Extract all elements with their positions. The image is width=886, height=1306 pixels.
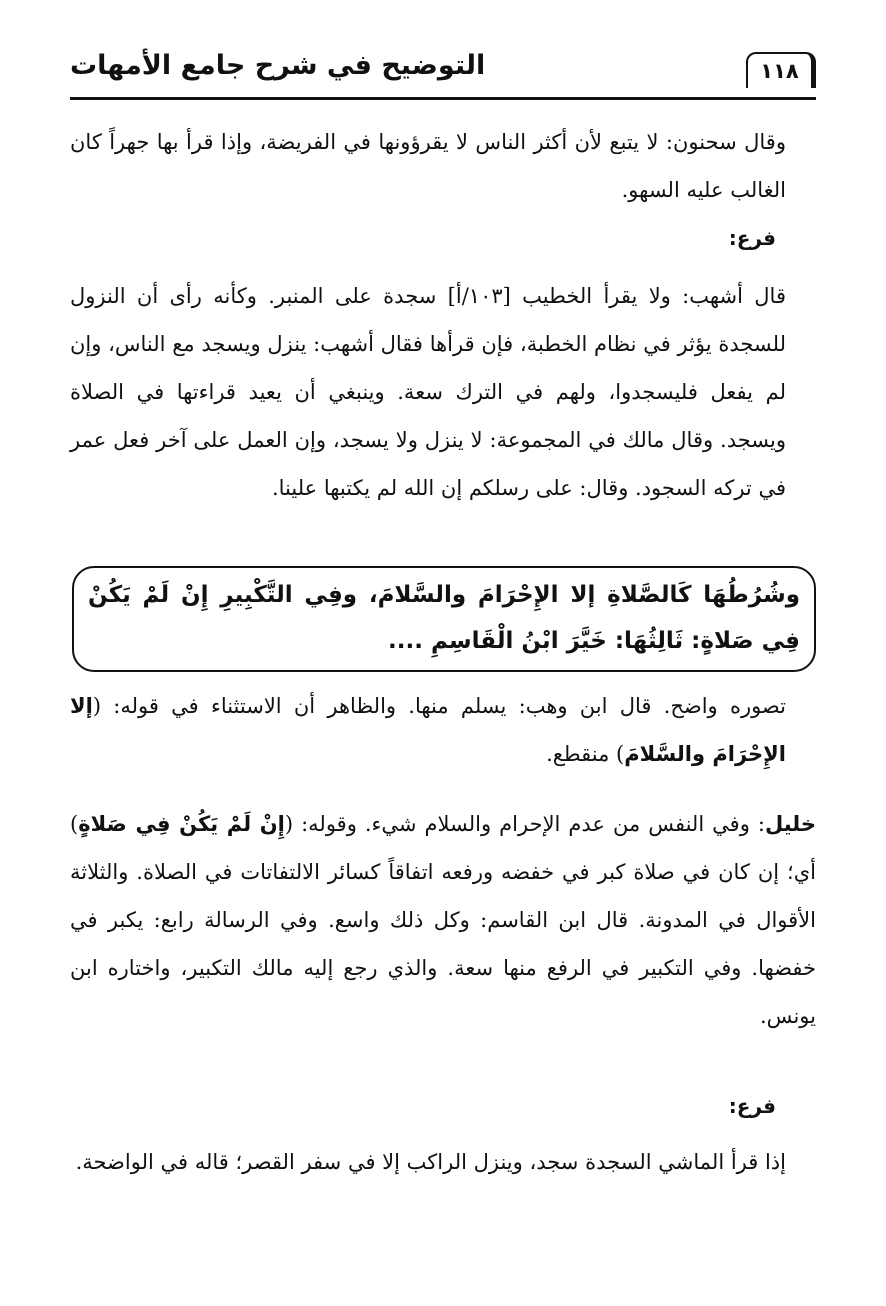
paragraph-ashhab bbox=[70, 272, 816, 512]
text-run: : وفي النفس من عدم الإحرام والسلام شيء. وقوله: ( bbox=[284, 812, 765, 836]
paragraph-sahnun bbox=[70, 118, 816, 214]
page-number: ١١٨ bbox=[746, 52, 816, 88]
paragraph-text: إذا قرأ الماشي السجدة سجد، وينزل الراكب إلا في سفر القصر؛ قاله في الواضحة. bbox=[75, 1150, 786, 1174]
paragraph-text: وقال سحنون: لا يتبع لأن أكثر الناس لا يقرؤونها في الفريضة، وإذا قرأ بها جهراً كان الغالب عليه السهو. bbox=[70, 130, 786, 202]
matn-quote: إلا الإِحْرَامَ والسَّلامَ bbox=[70, 694, 786, 766]
paragraph-text bbox=[70, 682, 816, 778]
running-title: التوضيح في شرح جامع الأمهات bbox=[70, 50, 486, 81]
section-heading-far: فرع: bbox=[728, 1094, 776, 1118]
section-heading-far: فرع: bbox=[728, 226, 776, 250]
paragraph-text: قال أشهب: ولا يقرأ الخطيب [١٠٣/أ] سجدة على المنبر. وكأنه رأى أن النزول للسجدة يؤثر في نظام الخطبة، فإن قرأها فقال أشهب: ينزل ويسجد مع الناس، وإن لم يفعل فليسجدوا، ولهم في الترك سعة. وينبغي أن يعيد قراءتها في الصلاة ويسجد. وقال مالك في المجموعة: لا ينزل ولا يسجد، وإن العمل على آخر فعل عمر في تركه السجود. وقال: على رسلكم إن الله لم يكتبها علينا. bbox=[70, 284, 786, 500]
matn-box bbox=[72, 566, 816, 672]
header-rule bbox=[70, 97, 816, 100]
author-label: خليل bbox=[764, 812, 816, 836]
text-run: ) أي؛ إن كان في صلاة كبر في خفضه ورفعه اتفاقاً كسائر الالتفاتات في الصلاة. والثلاثة الأقوال في المدونة. قال ابن القاسم: وكل ذلك واسع. وفي الرسالة رابع: يكبر في خفضها. وفي التكبير في الرفع منها سعة. والذي رجع إليه مالك التكبير، واختاره ابن يونس. bbox=[70, 812, 816, 1028]
matn-quote: إِنْ لَمْ يَكُنْ فِي صَلاةٍ bbox=[78, 812, 285, 836]
page-header bbox=[70, 44, 816, 100]
paragraph-text bbox=[70, 800, 816, 1040]
matn-text: وشُرُطُهَا كَالصَّلاةِ إلا الإِحْرَامَ والسَّلامَ، وفِي التَّكْبِيرِ إِنْ لَمْ يَكُنْ فِي صَلاةٍ: ثَالِثُهَا: خَيَّرَ ابْنُ الْقَاسِمِ .... bbox=[88, 582, 800, 654]
paragraph-khalil bbox=[70, 800, 816, 1040]
paragraph-commentary bbox=[70, 682, 816, 778]
text-run: ) منقطع. bbox=[546, 742, 625, 766]
paragraph-walker bbox=[70, 1138, 816, 1186]
text-run: تصوره واضح. قال ابن وهب: يسلم منها. والظاهر أن الاستثناء في قوله: ( bbox=[92, 694, 786, 718]
